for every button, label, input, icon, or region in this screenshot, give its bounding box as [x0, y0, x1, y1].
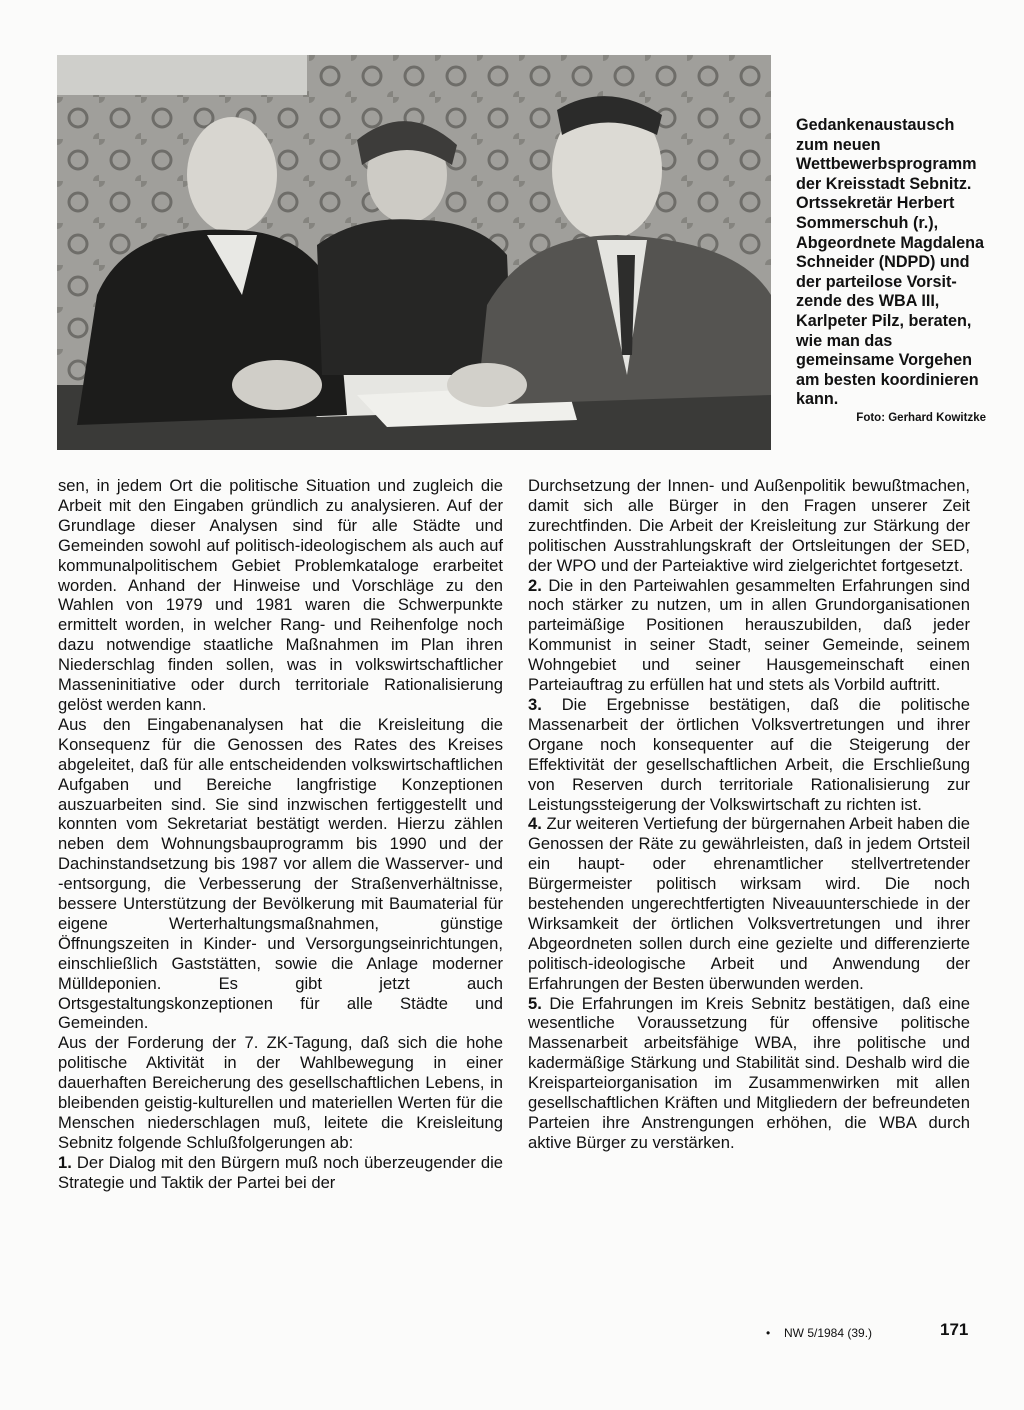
left-paragraph: sen, in jedem Ort die politische Situation und zugleich die Arbeit mit den Eingaben gründlich zu analysieren. Auf der Grundlage dieser Analysen sind für alle Städte und Gemeinden sowohl auf politisch-ideologischem als auch auf kommunalpolitischem Gebiet Problemkataloge erarbeitet worden. Anhand der Hinweise und Vorschläge zu den Wahlen von 1979 und 1981 waren die Schwerpunkte ermittelt worden, in welcher Rang- und Reihenfolge noch dazu notwendige staatliche Maßnahmen im Plan ihren Niederschlag finden sollen, was in volkswirtschaftlicher Masseninitiative oder durch territoriale Rationalisierung gelöst werden kann. [58, 476, 503, 714]
point-text: Die in den Parteiwahlen gesammelten Erfahrungen sind noch stärker zu nutzen, um in allen Grundorganisationen parteimäßige Positionen herauszubilden, daß jeder Kommunist in seiner Stadt, seiner Gemeinde, seinem Wohngebiet und seiner Hausgemeinschaft einen Parteiauftrag zu erfüllen hat und stets als Vorbild auftritt. [528, 575, 970, 695]
left-column [58, 476, 503, 1193]
point-number: 1. [58, 1152, 72, 1172]
right-paragraph: Durchsetzung der Innen- und Außenpolitik bewußtmachen, damit sich alle Bürger in den Fragen unserer Zeit zurechtfinden. Die Arbeit der Kreisleitung zur Stärkung der politischen Ausstrahlungskraft der Ortsleitungen der SED, der WPO und der Parteiaktive wird zielgerichtet fortgesetzt. [528, 476, 970, 575]
point-number: 5. [528, 993, 542, 1013]
numbered-point [58, 1153, 503, 1193]
caption-text: Gedankenaustausch zum neuen Wettbewerbsprogramm der Kreisstadt Sebnitz. Ortssekretär Herbert Sommerschuh (r.), Abgeordnete Magdalena Schneider (NDPD) und der parteilose Vorsitzende des WBA III, Karlpeter Pilz, beraten, wie man das gemeinsame Vorgehen am besten koordinieren kann. [796, 116, 984, 409]
article-photo [57, 55, 771, 450]
point-number: 4. [528, 814, 542, 834]
numbered-point [528, 994, 970, 1153]
point-number: 3. [528, 694, 542, 714]
numbered-point [528, 814, 970, 993]
left-paragraph: Aus den Eingabenanalysen hat die Kreisleitung die Konsequenz für die Genossen des Rates des Kreises abgeleitet, daß für alle entscheidenden volkswirtschaftlichen Aufgaben und Bereiche langfristige Konzeptionen auszuarbeiten sind. Sie sind inzwischen fertiggestellt und konnten vom Sekretariat bestätigt werden. Hierzu zählen neben dem Wohnungsbauprogramm bis 1990 und der Dachinstandsetzung bis 1987 vor allem die Wasserver- und -entsorgung, die Verbesserung der Straßenverhältnisse, bessere Unterstützung der Bevölkerung mit Baumaterial für eigene Werterhaltungsmaßnahmen, günstige Öffnungszeiten in Kinder- und Versorgungseinrichtungen, einschließlich Gaststätten, sowie die Anlage moderner Mülldeponien. Es gibt jetzt auch Ortsgestaltungskonzeptionen für alle Städte und Gemeinden. [58, 714, 503, 1033]
footer-dot: • [766, 1326, 771, 1340]
point-text: Die Erfahrungen im Kreis Sebnitz bestätigen, daß eine wesentliche Voraussetzung für offensive politische Massenarbeit arbeitsfähige WBA, ihre politische und kadermäßige Stärkung und Stabilität sind. Deshalb wird die Kreisparteiorganisation im Zusammenwirken mit allen gesellschaftlichen Kräften und Mitgliedern der befreundeten Parteien ihre Anstrengungen erhöhen, die WBA durch aktive Bürger zu verstärken. [528, 993, 970, 1152]
photo-illustration [57, 55, 771, 450]
issue-reference: NW 5/1984 (39.) [784, 1326, 873, 1340]
point-text: Der Dialog mit den Bürgern muß noch überzeugender die Strategie und Taktik der Partei bei der [58, 1152, 503, 1192]
point-text: Zur weiteren Vertiefung der bürgernahen Arbeit haben die Genossen der Räte zu gewährleisten, daß in jedem Ortsteil ein haupt- oder ehrenamtlicher stellvertretender Bürgermeister politisch wirksam wird. Die noch bestehenden ungerechtfertigten Niveauunterschiede in der Wirksamkeit der örtlichen Volksvertretungen und ihrer Abgeordneten sollen durch eine gezielte und differenzierte politisch-ideologische Arbeit und Anwendung der Erfahrungen der Besten überwunden werden. [528, 814, 970, 993]
right-column [528, 476, 970, 1153]
left-paragraph: Aus der Forderung der 7. ZK-Tagung, daß sich die hohe politische Aktivität in der Wahlbewegung in einer dauerhaften Bereicherung des gesellschaftlichen Lebens, in bleibenden geistig-kulturellen und materiellen Werten für die Menschen niederschlagen muß, leitete die Kreisleitung Sebnitz folgende Schlußfolgerungen ab: [58, 1033, 503, 1152]
point-text: Die Ergebnisse bestätigen, daß die politische Massenarbeit der örtlichen Volksvertretungen und ihrer Organe noch konsequenter auf die Steigerung der Effektivität der gesellschaftlichen Arbeit, die Erschließung von Reserven durch territoriale Rationalisierung zur Leistungssteigerung der Volkswirtschaft zu richten ist. [528, 694, 970, 814]
photo-caption [796, 116, 986, 425]
numbered-point [528, 695, 970, 814]
page-number: 171 [940, 1320, 969, 1339]
photo-credit: Foto: Gerhard Kowitzke [856, 411, 986, 424]
point-number: 2. [528, 575, 542, 595]
numbered-point [528, 576, 970, 695]
